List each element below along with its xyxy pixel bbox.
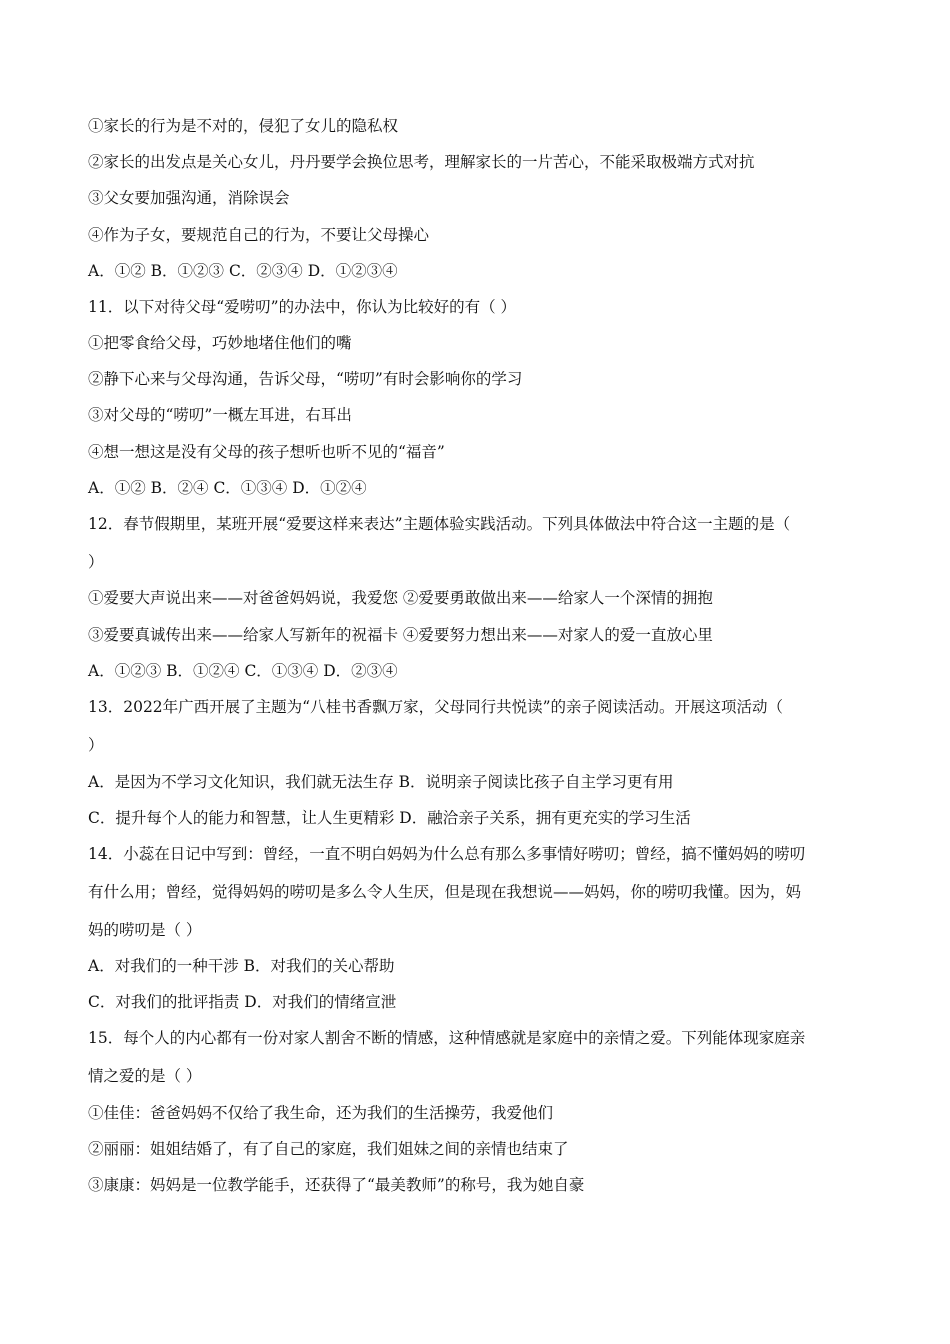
q11-statement-4: ④想一想这是没有父母的孩子想听也听不见的“福音” [88,443,445,461]
answer-choices-q14-ab: A．对我们的一种干涉 B．对我们的关心帮助 [88,957,395,975]
answer-choices-q12: A．①②③ B．①②④ C．①③④ D．②③④ [88,662,398,680]
answer-choices-q14-cd: C．对我们的批评指责 D．对我们的情绪宣泄 [88,993,397,1011]
answer-choices-q11: A．①② B．②④ C．①③④ D．①②④ [88,479,367,497]
q15-statement-1: ①佳佳：爸爸妈妈不仅给了我生命，还为我们的生活操劳，我爱他们 [88,1104,554,1122]
question-13: 13．2022年广西开展了主题为“八桂书香飘万家，父母同行共悦读”的亲子阅读活动。开展这项活动（ [88,698,784,716]
question-12: 12．春节假期里，某班开展“爱要这样来表达”主题体验实践活动。下列具体做法中符合这一主题的是（ [88,515,791,533]
option-statement-4: ④作为子女，要规范自己的行为，不要让父母操心 [88,226,430,244]
question-15-cont: 情之爱的是（ ） [88,1067,202,1085]
q15-statement-2: ②丽丽：姐姐结婚了，有了自己的家庭，我们姐妹之间的亲情也结束了 [88,1140,569,1158]
question-13-cont: ） [88,736,104,754]
question-11: 11．以下对待父母“爱唠叨”的办法中，你认为比较好的有（ ） [88,298,517,316]
answer-choices-q10: A．①② B．①②③ C．②③④ D．①②③④ [88,262,398,280]
option-statement-2: ②家长的出发点是关心女儿，丹丹要学会换位思考，理解家长的一片苦心，不能采取极端方式对抗 [88,153,755,171]
option-statement-1: ①家长的行为是不对的，侵犯了女儿的隐私权 [88,117,399,135]
question-14: 14．小蕊在日记中写到：曾经，一直不明白妈妈为什么总有那么多事情好唠叨；曾经，搞不懂妈妈的唠叨 [88,845,806,863]
q11-statement-1: ①把零食给父母，巧妙地堵住他们的嘴 [88,334,352,352]
q15-statement-3: ③康康：妈妈是一位教学能手，还获得了“最美教师”的称号，我为她自豪 [88,1176,585,1194]
answer-choices-q13-cd: C．提升每个人的能力和智慧，让人生更精彩 D．融洽亲子关系，拥有更充实的学习生活 [88,809,691,827]
q12-statements-3-4: ③爱要真诚传出来——给家人写新年的祝福卡 ④爱要努力想出来——对家人的爱一直放心里 [88,626,713,644]
option-statement-3: ③父女要加强沟通，消除误会 [88,189,290,207]
question-15: 15．每个人的内心都有一份对家人割舍不断的情感，这种情感就是家庭中的亲情之爱。下列能体现家庭亲 [88,1029,806,1047]
q11-statement-2: ②静下心来与父母沟通，告诉父母，“唠叨”有时会影响你的学习 [88,370,523,388]
answer-choices-q13-ab: A．是因为不学习文化知识，我们就无法生存 B．说明亲子阅读比孩子自主学习更有用 [88,773,674,791]
question-14-cont-1: 有什么用；曾经，觉得妈妈的唠叨是多么令人生厌，但是现在我想说——妈妈，你的唠叨我懂。因为，妈 [88,883,802,901]
question-14-cont-2: 妈的唠叨是（ ） [88,921,202,939]
q12-statements-1-2: ①爱要大声说出来——对爸爸妈妈说，我爱您 ②爱要勇敢做出来——给家人一个深情的拥抱 [88,589,713,607]
q11-statement-3: ③对父母的“唠叨”一概左耳进，右耳出 [88,406,352,424]
question-12-cont: ） [88,553,104,571]
